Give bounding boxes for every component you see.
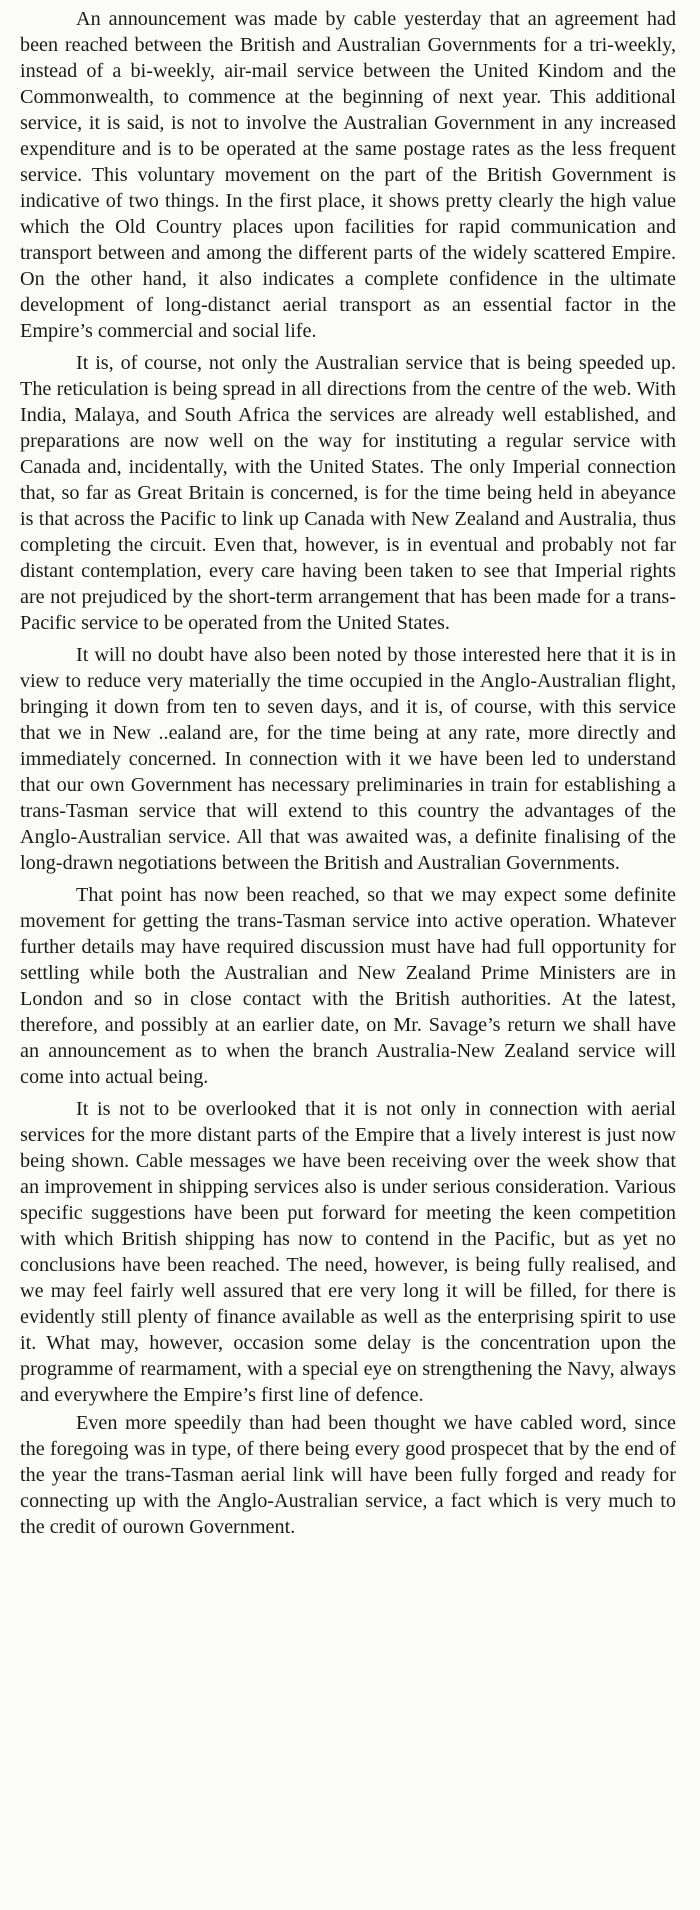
article-column	[20, 6, 676, 1546]
article-paragraph-1: An announcement was made by cable yesterday that an agreement had been reached between the British and Australian Governments for a tri-weekly, instead of a bi-weekly, air-mail service between the United Kindom and the Commonwealth, to commence at the beginning of next year. This additional service, it is said, is not to involve the Australian Government in any increased expenditure and is to be operated at the same postage rates as the less frequent service. This voluntary movement on the part of the British Government is indicative of two things. In the first place, it shows pretty clearly the high value which the Old Country places upon facilities for rapid communication and transport between and among the different parts of the widely scattered Empire. On the other hand, it also indicates a complete confidence in the ultimate development of long-distanct aerial transport as an essential factor in the Empire’s commercial and social life.	[20, 8, 676, 342]
article-paragraph-5: It is not to be overlooked that it is not only in connection with aerial services for the more distant parts of the Empire that a lively interest is just now being shown. Cable messages we have been receiving over the week show that an improvement in shipping services also is under serious consideration. Various specific suggestions have been put forward for meeting the keen competition with which British shipping has now to contend in the Pacific, but as yet no conclusions have been reached. The need, however, is being fully realised, and we may feel fairly well assured that ere very long it will be filled, for there is evidently still plenty of finance available as well as the enterprising spirit to use it. What may, however, occasion some delay is the concentration upon the programme of rearmament, with a special eye on strengthening the Navy, always and everywhere the Empire’s first line of defence.	[20, 1098, 676, 1406]
article-paragraph-4: That point has now been reached, so that we may expect some definite movement for getting the trans-Tasman service into active operation. Whatever further details may have required discussion must have had full opportunity for settling while both the Australian and New Zealand Prime Ministers are in London and so in close contact with the British authorities. At the latest, therefore, and possibly at an earlier date, on Mr. Savage’s return we shall have an announcement as to when the branch Australia-New Zealand service will come into actual being.	[20, 884, 676, 1088]
article-paragraph-2: It is, of course, not only the Australian service that is being speeded up. The reticulation is being spread in all directions from the centre of the web. With India, Malaya, and South Africa the services are already well established, and preparations are now well on the way for instituting a regular service with Canada and, incidentally, with the United States. The only Imperial connection that, so far as Great Britain is concerned, is for the time being held in abeyance is that across the Pacific to link up Canada with New Zealand and Australia, thus completing the circuit. Even that, however, is in eventual and probably not far distant contemplation, every care having been taken to see that Imperial rights are not prejudiced by the short-term arrangement that has been made for a trans-Pacific service to be operated from the United States.	[20, 352, 676, 634]
article-paragraph-3: It will no doubt have also been noted by those interested here that it is in view to reduce very materially the time occupied in the Anglo-Australian flight, bringing it down from ten to seven days, and it is, of course, with this service that we in New ..ealand are, for the time being at any rate, more directly and immediately concerned. In connection with it we have been led to understand that our own Government has necessary preliminaries in train for establishing a trans-Tasman service that will extend to this country the advantages of the Anglo-Australian service. All that was awaited was, a definite finalising of the long-drawn negotiations between the British and Australian Governments.	[20, 644, 676, 874]
article-paragraph-6: Even more speedily than had been thought we have cabled word, since the foregoing was in type, of there being every good prospecet that by the end of the year the trans-Tasman aerial link will have been fully forged and ready for connecting up with the Anglo-Australian service, a fact which is very much to the credit of ourown Government.	[20, 1412, 676, 1538]
